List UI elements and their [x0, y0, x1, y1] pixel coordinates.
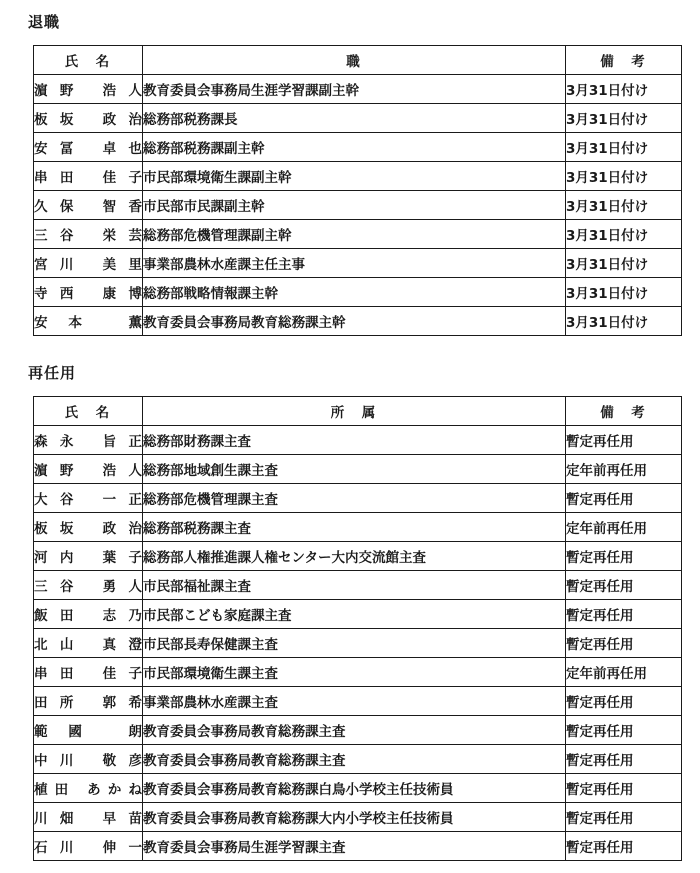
person-name: 安本 薫: [34, 315, 142, 331]
affiliation-cell: 総務部人権推進課人権センター大内交流館主査: [143, 542, 566, 571]
table-row: [34, 600, 682, 629]
person-name: 石川 伸一: [34, 840, 142, 856]
position-cell: 総務部税務課副主幹: [143, 133, 566, 162]
retirement-table-body: [34, 75, 682, 336]
remarks-cell: 暫定再任用: [566, 745, 682, 774]
table-row: [34, 249, 682, 278]
table-row: [34, 426, 682, 455]
table-row: [34, 774, 682, 803]
affiliation-cell: 教育委員会事務局生涯学習課主査: [143, 832, 566, 861]
person-name: 北山 真澄: [34, 637, 142, 653]
section-title-reappointment: 再任用: [28, 364, 77, 382]
affiliation-cell: 事業部農林水産課主査: [143, 687, 566, 716]
table-row: [34, 571, 682, 600]
position-cell: 事業部農林水産課主任主事: [143, 249, 566, 278]
person-name: 範國 朗: [34, 724, 142, 740]
remarks-cell: 暫定再任用: [566, 774, 682, 803]
table-row: [34, 278, 682, 307]
table-row: [34, 75, 682, 104]
remarks-cell: 暫定再任用: [566, 571, 682, 600]
affiliation-cell: 市民部こども家庭課主査: [143, 600, 566, 629]
table-row: [34, 832, 682, 861]
affiliation-cell: 総務部税務課主査: [143, 513, 566, 542]
remarks-cell: 3月31日付け: [566, 249, 682, 278]
person-name: 串田 佳子: [34, 666, 142, 682]
person-name: 板坂 政治: [34, 521, 142, 537]
column-header-name: 氏 名: [34, 397, 143, 426]
column-header-remarks: 備 考: [566, 397, 682, 426]
person-name: 宮川 美里: [34, 257, 142, 273]
reappointment-table: [33, 396, 682, 861]
column-header-affiliation: 所 属: [143, 397, 566, 426]
retirement-table: [33, 45, 682, 336]
table-row: [34, 513, 682, 542]
remarks-cell: 暫定再任用: [566, 832, 682, 861]
affiliation-cell: 市民部環境衛生課主査: [143, 658, 566, 687]
remarks-cell: 定年前再任用: [566, 658, 682, 687]
column-header-name: 氏 名: [34, 46, 143, 75]
affiliation-cell: 市民部長寿保健課主査: [143, 629, 566, 658]
position-cell: 教育委員会事務局教育総務課主幹: [143, 307, 566, 336]
table-row: [34, 629, 682, 658]
remarks-cell: 暫定再任用: [566, 803, 682, 832]
person-name: 濵野 浩人: [34, 83, 142, 99]
position-cell: 総務部危機管理課副主幹: [143, 220, 566, 249]
remarks-cell: 暫定再任用: [566, 629, 682, 658]
person-name: 河内 葉子: [34, 550, 142, 566]
position-cell: 教育委員会事務局生涯学習課副主幹: [143, 75, 566, 104]
person-name: 中川 敬彦: [34, 753, 142, 769]
section-title-retirement: 退職: [28, 13, 61, 31]
person-name: 植田 あかね: [34, 782, 142, 798]
affiliation-cell: 教育委員会事務局教育総務課主査: [143, 745, 566, 774]
remarks-cell: 3月31日付け: [566, 191, 682, 220]
column-header-position: 職: [143, 46, 566, 75]
table-row: [34, 162, 682, 191]
person-name: 安冨 卓也: [34, 141, 142, 157]
table-row: [34, 104, 682, 133]
affiliation-cell: 総務部危機管理課主査: [143, 484, 566, 513]
table-header-row: [34, 46, 682, 75]
table-row: [34, 542, 682, 571]
table-row: [34, 455, 682, 484]
position-cell: 市民部市民課副主幹: [143, 191, 566, 220]
remarks-cell: 暫定再任用: [566, 716, 682, 745]
table-row: [34, 220, 682, 249]
person-name: 濵野 浩人: [34, 463, 142, 479]
remarks-cell: 3月31日付け: [566, 307, 682, 336]
remarks-cell: 定年前再任用: [566, 513, 682, 542]
table-row: [34, 803, 682, 832]
table-header-row: [34, 397, 682, 426]
affiliation-cell: 総務部財務課主査: [143, 426, 566, 455]
section-retirement: [28, 13, 681, 336]
remarks-cell: 暫定再任用: [566, 542, 682, 571]
remarks-cell: 3月31日付け: [566, 220, 682, 249]
affiliation-cell: 教育委員会事務局教育総務課大内小学校主任技術員: [143, 803, 566, 832]
person-name: 三谷 勇人: [34, 579, 142, 595]
remarks-cell: 3月31日付け: [566, 162, 682, 191]
affiliation-cell: 教育委員会事務局教育総務課白鳥小学校主任技術員: [143, 774, 566, 803]
section-reappointment: [28, 364, 681, 861]
person-name: 三谷 栄芸: [34, 228, 142, 244]
person-name: 串田 佳子: [34, 170, 142, 186]
affiliation-cell: 市民部福祉課主査: [143, 571, 566, 600]
remarks-cell: 3月31日付け: [566, 133, 682, 162]
position-cell: 市民部環境衛生課副主幹: [143, 162, 566, 191]
table-row: [34, 658, 682, 687]
position-cell: 総務部戦略情報課主幹: [143, 278, 566, 307]
remarks-cell: 定年前再任用: [566, 455, 682, 484]
remarks-cell: 暫定再任用: [566, 687, 682, 716]
person-name: 久保 智香: [34, 199, 142, 215]
table-row: [34, 191, 682, 220]
affiliation-cell: 教育委員会事務局教育総務課主査: [143, 716, 566, 745]
table-row: [34, 745, 682, 774]
remarks-cell: 暫定再任用: [566, 426, 682, 455]
person-name: 森永 旨正: [34, 434, 142, 450]
remarks-cell: 暫定再任用: [566, 600, 682, 629]
remarks-cell: 3月31日付け: [566, 104, 682, 133]
remarks-cell: 3月31日付け: [566, 75, 682, 104]
affiliation-cell: 総務部地域創生課主査: [143, 455, 566, 484]
table-row: [34, 307, 682, 336]
reappointment-table-body: [34, 426, 682, 861]
table-row: [34, 716, 682, 745]
table-row: [34, 133, 682, 162]
person-name: 飯田 志乃: [34, 608, 142, 624]
person-name: 大谷 一正: [34, 492, 142, 508]
remarks-cell: 3月31日付け: [566, 278, 682, 307]
column-header-remarks: 備 考: [566, 46, 682, 75]
position-cell: 総務部税務課長: [143, 104, 566, 133]
remarks-cell: 暫定再任用: [566, 484, 682, 513]
person-name: 田所 郭希: [34, 695, 142, 711]
person-name: 寺西 康博: [34, 286, 142, 302]
table-row: [34, 484, 682, 513]
table-row: [34, 687, 682, 716]
person-name: 板坂 政治: [34, 112, 142, 128]
person-name: 川畑 早苗: [34, 811, 142, 827]
